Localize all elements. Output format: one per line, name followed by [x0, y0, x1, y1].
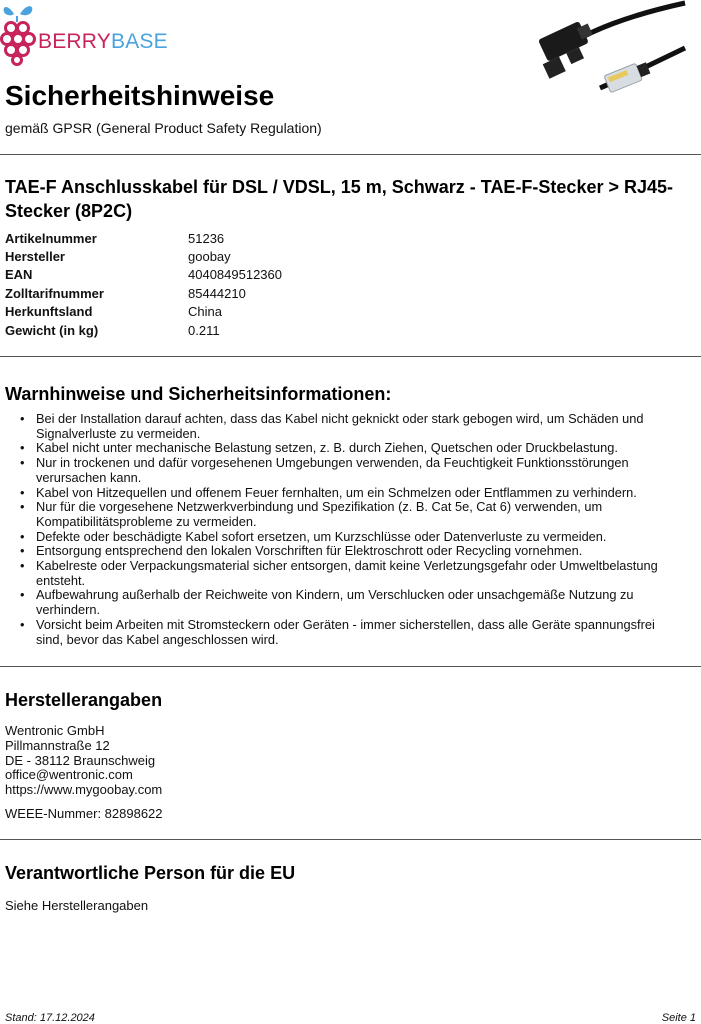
divider: [0, 154, 701, 155]
eu-person-heading: Verantwortliche Person für die EU: [5, 863, 296, 883]
list-item: [20, 530, 680, 545]
bullet: •: [20, 440, 25, 456]
spec-value: China: [188, 304, 222, 320]
spec-label: Zolltarifnummer: [5, 285, 104, 301]
warning-text: Defekte oder beschädigte Kabel sofort ersetzen, um Kurzschlüsse oder Datenverluste zu vermeiden.: [36, 528, 607, 544]
warning-text: Nur für die vorgesehene Netzwerkverbindung und Spezifikation (z. B. Cat 5e, Cat 6) verwenden, um Kompatibilitätsprobleme zu vermeiden.: [36, 499, 603, 529]
list-item: [20, 500, 680, 529]
list-item: [20, 544, 680, 559]
brand-name: [38, 30, 168, 54]
page-subtitle: gemäß GPSR (General Product Safety Regulation): [5, 120, 322, 136]
divider: [0, 839, 701, 840]
warning-text: Nur in trockenen und dafür vorgesehenen Umgebungen verwenden, da Feuchtigkeit Funktionsstörungen verursachen kann.: [36, 455, 629, 485]
spec-row: [5, 266, 282, 284]
divider: [0, 356, 701, 357]
list-item: [20, 441, 680, 456]
city: DE - 38112 Braunschweig: [5, 752, 156, 768]
eu-person-text: Siehe Herstellerangaben: [5, 898, 149, 913]
list-item: [20, 412, 680, 441]
company-name: Wentronic GmbH: [5, 723, 105, 738]
bullet: •: [20, 543, 25, 559]
brand-name-part-a: BERRY: [38, 30, 111, 53]
cable-product-image: [520, 0, 690, 105]
weee-number: WEEE-Nummer: 82898622: [5, 806, 163, 821]
bullet: •: [20, 528, 25, 544]
warning-text: Vorsicht beim Arbeiten mit Stromsteckern oder Geräten - immer sicherstellen, dass alle Geräte spannungsfrei sind, bevor das Kabel angeschlossen wird.: [36, 616, 655, 647]
spec-value: 0.211: [188, 322, 220, 338]
street: Pillmannstraße 12: [5, 737, 110, 753]
warning-text: Aufbewahrung außerhalb der Reichweite von Kindern, um Verschlucken oder unsachgemäße Nutzung zu verhindern.: [36, 587, 634, 618]
footer-date: Stand: 17.12.2024: [5, 1012, 95, 1024]
product-name: TAE-F Anschlusskabel für DSL / VDSL, 15 m, Schwarz - TAE-F-Stecker > RJ45-Stecker (8P2C): [5, 177, 674, 221]
list-item: [20, 456, 680, 485]
spec-row: [5, 321, 282, 339]
spec-label: EAN: [5, 267, 33, 283]
spec-value: 51236: [188, 230, 225, 246]
spec-row: [5, 284, 282, 302]
bullet: •: [20, 411, 25, 426]
spec-label: Gewicht (in kg): [5, 322, 99, 338]
bullet: •: [20, 587, 25, 603]
manufacturer-heading: Herstellerangaben: [5, 690, 163, 710]
warnings-list: [20, 412, 680, 647]
footer-page-number: Seite 1: [661, 1012, 696, 1024]
brand-logo: [0, 0, 180, 70]
bullet: •: [20, 558, 25, 574]
manufacturer-address: [5, 724, 162, 798]
bullet: •: [20, 455, 25, 471]
spec-row: [5, 303, 282, 321]
spec-label: Herkunftsland: [5, 304, 93, 320]
spec-row: [5, 229, 282, 247]
spec-label: Hersteller: [5, 249, 65, 265]
spec-table: [5, 229, 282, 339]
berry-logo-icon: [0, 0, 40, 66]
list-item: [20, 486, 680, 501]
page-title: Sicherheitshinweise: [5, 80, 275, 111]
divider: [0, 666, 701, 667]
website-link[interactable]: https://www.mygoobay.com: [5, 782, 163, 798]
warning-text: Entsorgung entsprechend den lokalen Vorschriften für Elektroschrott oder Recycling vornehmen.: [36, 543, 583, 559]
spec-label: Artikelnummer: [5, 230, 97, 246]
list-item: [20, 588, 680, 617]
spec-row: [5, 247, 282, 265]
spec-value: goobay: [188, 249, 231, 265]
brand-name-part-b: BASE: [110, 30, 168, 53]
spec-value: 85444210: [188, 285, 246, 301]
email-link[interactable]: office@wentronic.com: [5, 767, 133, 783]
warning-text: Kabel nicht unter mechanische Belastung setzen, z. B. durch Ziehen, Quetschen oder Druckbelastung.: [36, 440, 618, 456]
list-item: [20, 559, 680, 588]
spec-value: 4040849512360: [188, 267, 282, 283]
warning-text: Kabel von Hitzequellen und offenem Feuer fernhalten, um ein Schmelzen oder Entflammen zu verhindern.: [36, 484, 637, 500]
bullet: •: [20, 499, 25, 515]
warning-text: Kabelreste oder Verpackungsmaterial sicher entsorgen, damit keine Verletzungsgefahr oder Umweltbelastung entsteht.: [36, 558, 658, 588]
warnings-heading: Warnhinweise und Sicherheitsinformationen:: [5, 384, 392, 404]
bullet: •: [20, 616, 25, 632]
warning-text: Bei der Installation darauf achten, dass das Kabel nicht geknickt oder stark gebogen wird, um Schäden und Signalverluste zu vermeiden.: [36, 411, 644, 441]
list-item: [20, 618, 680, 647]
bullet: •: [20, 484, 25, 500]
